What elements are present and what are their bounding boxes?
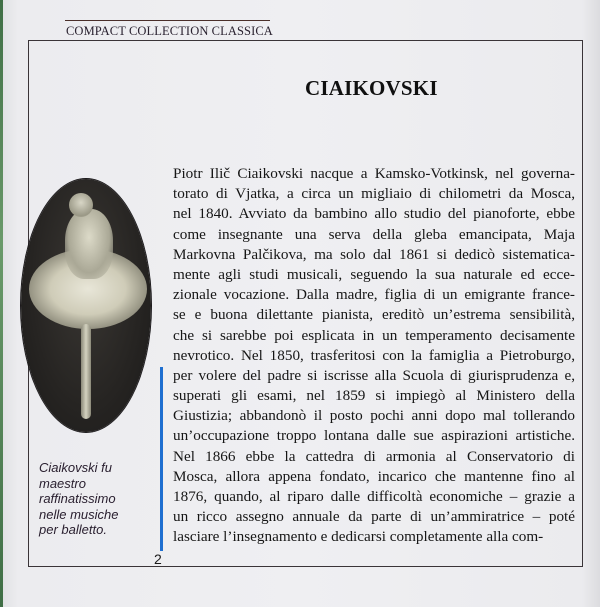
caption-line: nelle musiche <box>39 506 119 522</box>
body-line: torato di Vjatka, a circa un migliaio di chilometri da Mosca, <box>173 185 575 203</box>
photo-head-shape <box>69 193 93 217</box>
caption-line: maestro <box>39 475 86 491</box>
photo-leg-shape <box>81 324 91 419</box>
body-line: Giustizia; abbandonò il posto pochi anni dopo mal tollerando <box>173 407 575 425</box>
caption-line: Ciaikovski fu <box>39 460 112 475</box>
photo-torso-shape <box>65 209 113 279</box>
caption-line: raffinatissimo <box>39 491 116 507</box>
body-line: nel 1840. Avviato da bambino allo studio del pianoforte, ebbe <box>173 205 575 223</box>
series-label: COMPACT COLLECTION CLASSICA <box>66 24 273 38</box>
body-text <box>173 164 575 548</box>
body-line: mente agli studi musicali, seguendo la sua naturale ed ecce- <box>173 265 575 283</box>
page-edge-decoration <box>0 0 3 607</box>
body-line: se e buona dilettante pianista, ereditò un’estrema sensibilità, <box>173 306 575 324</box>
photo-caption <box>39 460 149 538</box>
ballerina-photo <box>21 179 151 432</box>
body-line: nevrotico. Nel 1850, trasferitosi con la famiglia a Pietroburgo, <box>173 346 575 364</box>
body-line: Nel 1866 ebbe la cattedra di armonia al Conservatorio di <box>173 447 575 465</box>
page-number: 2 <box>154 551 162 567</box>
body-line: come insegnante una serva della gleba emancipata, Maja <box>173 225 575 243</box>
body-line: zionale vocazione. Dalla madre, figlia di un emigrante france- <box>173 286 575 304</box>
body-line: 1876, quando, al riparo dalle difficoltà economiche – grazie a <box>173 488 575 505</box>
page-title: CIAIKOVSKI <box>305 76 438 100</box>
caption-line: per balletto. <box>39 522 107 538</box>
body-line: Piotr Ilič Ciaikovski nacque a Kamsko-Votkinsk, nel governa- <box>173 165 575 182</box>
body-line: che si sarebbe poi esplicata in un temperamento decisamente <box>173 326 575 344</box>
body-line: Markovna Palčikova, ma solo dal 1861 si dedicò sistematica- <box>173 245 575 263</box>
body-line: un’occupazione troppo lontana dalle sue aspirazioni artistiche. <box>173 427 575 445</box>
body-line: superati gli esami, nel 1859 si impiegò al Ministero della <box>173 387 575 405</box>
body-line: un ricco assegno annuale da parte di un’ammiratrice – poté <box>173 508 575 526</box>
body-line: lasciare l’insegnamento e dedicarsi completamente alla com- <box>173 528 544 546</box>
header-rule <box>65 20 270 21</box>
body-line: per volere del padre si iscrisse alla Scuola di giurisprudenza e, <box>173 366 575 384</box>
body-line: Mosca, allora appena fondato, incarico che mantenne fino al <box>173 467 575 485</box>
accent-rule <box>160 367 163 551</box>
